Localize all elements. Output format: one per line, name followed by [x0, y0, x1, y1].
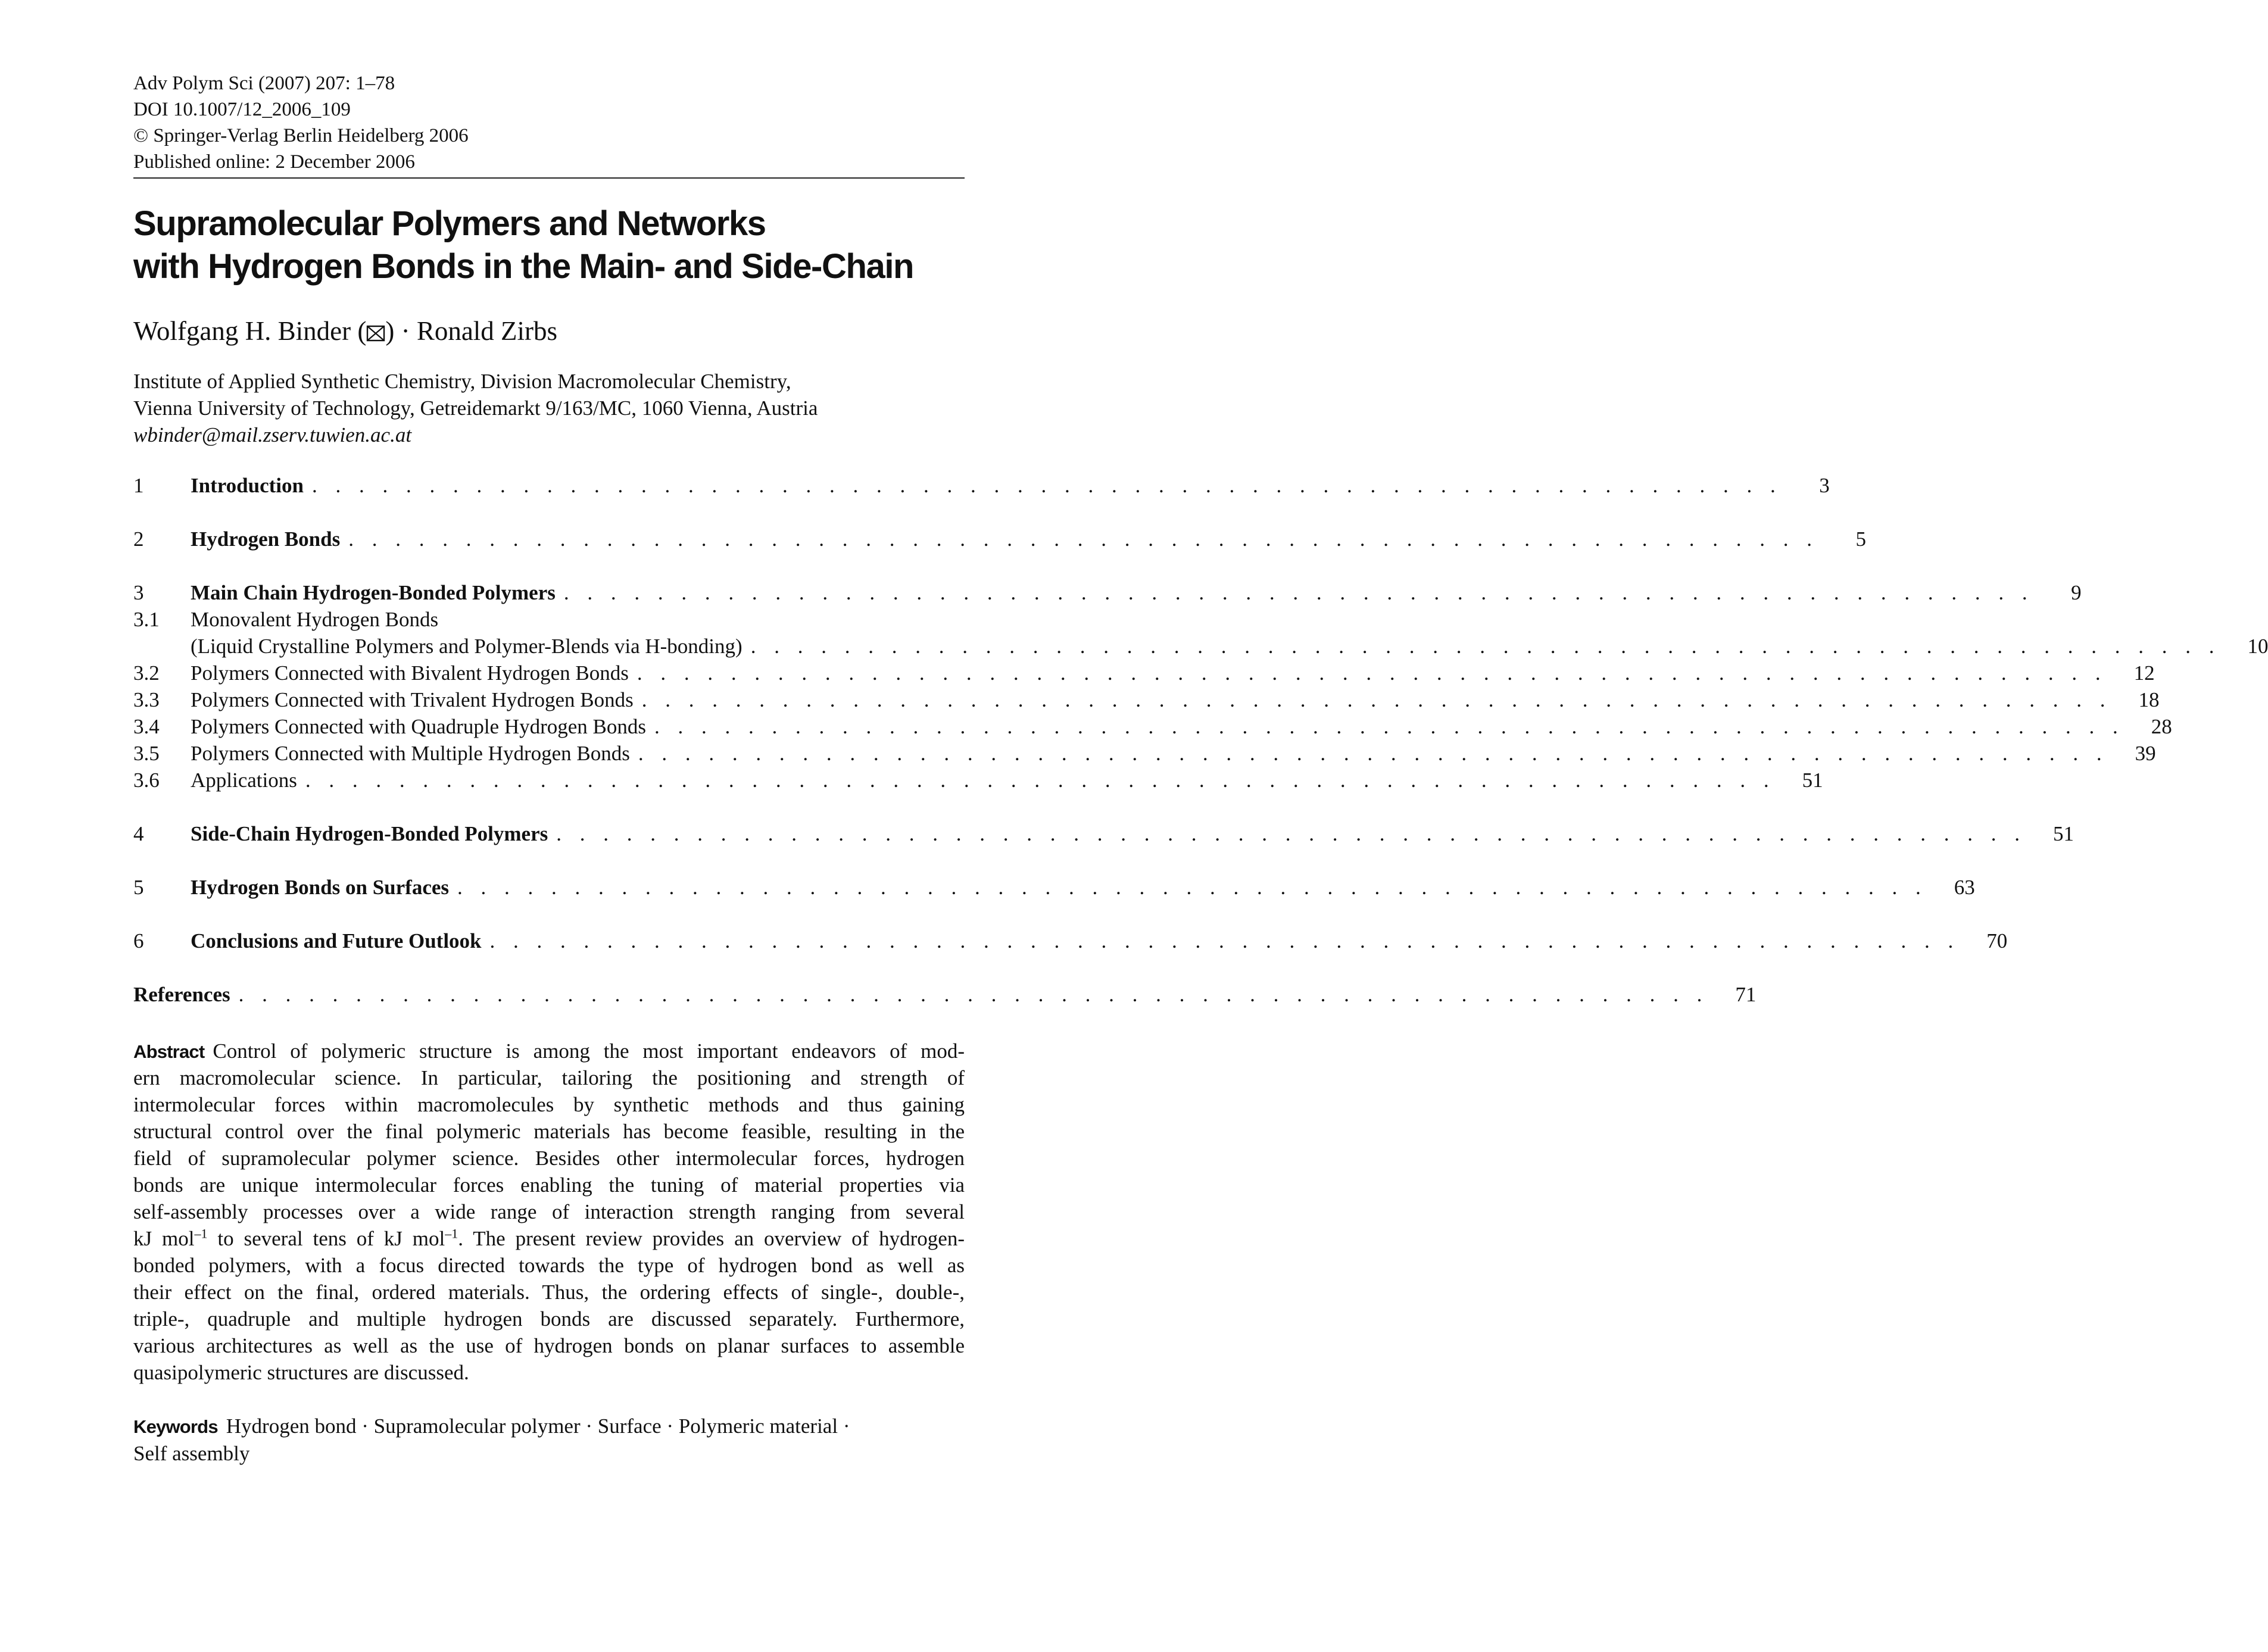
toc-title: Introduction — [191, 474, 304, 497]
toc-title: Hydrogen Bonds — [191, 527, 341, 551]
abstract-label: Abstract — [133, 1041, 205, 1062]
header-rule — [133, 177, 965, 179]
toc-entry-introduction[interactable] — [133, 472, 1830, 499]
toc-title: Conclusions and Future Outlook — [191, 929, 482, 953]
copyright: © Springer-Verlag Berlin Heidelberg 2006 — [133, 125, 469, 146]
toc-title: Hydrogen Bonds on Surfaces — [191, 876, 450, 899]
toc-number: 3 — [133, 581, 144, 604]
abstract-line: bonded polymers, with a focus directed towards the type of hydrogen bond as well as — [133, 1254, 965, 1277]
toc-title: Monovalent Hydrogen Bonds — [191, 608, 439, 631]
abstract-text: kJ mol — [133, 1227, 195, 1250]
abstract-line — [133, 1038, 965, 1064]
abstract-line: ern macromolecular science. In particular, tailoring the positioning and strength of — [133, 1066, 965, 1089]
author-binder: Wolfgang H. Binder — [133, 316, 351, 346]
toc-page: 51 — [2053, 822, 2074, 845]
superscript: –1 — [194, 1226, 208, 1241]
doi[interactable]: DOI 10.1007/12_2006_109 — [133, 99, 351, 120]
envelope-icon[interactable] — [366, 317, 385, 335]
published-date: Published online: 2 December 2006 — [133, 151, 415, 173]
affiliation-line-2: Vienna University of Technology, Getreidemarkt 9/163/MC, 1060 Vienna, Austria — [133, 396, 818, 420]
table-of-contents — [133, 472, 2268, 1008]
keywords — [133, 1413, 965, 1467]
toc-entry-bivalent[interactable] — [133, 660, 2155, 686]
toc-leader-dots: . . . . . . . . . . . . . . . . . . . . . . . . . . . . . . . . . . . . . . . . . . . . . . . . . . . . . . . . . . . . . . . — [489, 929, 1960, 953]
article-title — [133, 202, 965, 288]
toc-page: 71 — [1735, 983, 1757, 1006]
toc-leader-dots: . . . . . . . . . . . . . . . . . . . . . . . . . . . . . . . . . . . . . . . . . . . . . . . . . . . . . . . . . . . . . . . — [556, 822, 2026, 845]
toc-page: 3 — [1819, 474, 1830, 497]
toc-page: 39 — [2135, 742, 2156, 765]
toc-leader-dots: . . . . . . . . . . . . . . . . . . . . . . . . . . . . . . . . . . . . . . . . . . . . . . . . . . . . . . . . . . . . . . . — [457, 876, 1927, 899]
toc-entry-main-chain[interactable] — [133, 579, 2082, 606]
toc-page: 18 — [2138, 688, 2160, 711]
toc-leader-dots: . . . . . . . . . . . . . . . . . . . . . . . . . . . . . . . . . . . . . . . . . . . . . . . . . . . . . . . . . . . . . . . — [305, 769, 1776, 792]
keywords-label: Keywords — [133, 1416, 218, 1437]
toc-leader-dots: . . . . . . . . . . . . . . . . . . . . . . . . . . . . . . . . . . . . . . . . . . . . . . . . . . . . . . . . . . . . . . . — [638, 742, 2108, 765]
toc-page: 28 — [2151, 715, 2172, 738]
abstract-line: various architectures as well as the use of hydrogen bonds on planar surfaces to assemble — [133, 1334, 965, 1357]
abstract-line: field of supramolecular polymer science. Besides other intermolecular forces, hydrogen — [133, 1147, 965, 1170]
affiliation-line-1: Institute of Applied Synthetic Chemistry, Division Macromolecular Chemistry, — [133, 370, 791, 393]
abstract-line: self-assembly processes over a wide range of interaction strength ranging from several — [133, 1200, 965, 1223]
toc-leader-dots: . . . . . . . . . . . . . . . . . . . . . . . . . . . . . . . . . . . . . . . . . . . . . . . . . . . . . . . . . . . . . . . — [654, 715, 2125, 738]
keywords-text: Hydrogen bond · Supramolecular polymer · Surface · Polymeric material · — [226, 1414, 850, 1438]
toc-number: 4 — [133, 822, 144, 845]
toc-page: 70 — [1986, 929, 2008, 953]
close-paren: ) — [385, 316, 395, 346]
toc-entry-conclusions[interactable] — [133, 928, 2008, 954]
toc-number: 3.4 — [133, 715, 160, 738]
toc-number: 3.6 — [133, 769, 160, 792]
abstract-text: to several tens of kJ mol — [217, 1227, 445, 1250]
toc-leader-dots: . . . . . . . . . . . . . . . . . . . . . . . . . . . . . . . . . . . . . . . . . . . . . . . . . . . . . . . . . . . . . . . — [238, 983, 1709, 1006]
toc-number: 6 — [133, 929, 144, 953]
toc-leader-dots: . . . . . . . . . . . . . . . . . . . . . . . . . . . . . . . . . . . . . . . . . . . . . . . . . . . . . . . . . . . . . . . — [348, 527, 1818, 551]
title-line-2: with Hydrogen Bonds in the Main- and Side-Chain — [133, 247, 914, 286]
toc-entry-monovalent[interactable] — [133, 606, 965, 633]
abstract-line — [133, 1225, 965, 1252]
toc-number: 3.5 — [133, 742, 160, 765]
author-zirbs: Ronald Zirbs — [416, 316, 558, 346]
abstract-text: . The present review provides an overview of hydrogen- — [458, 1227, 965, 1250]
toc-entry-references[interactable] — [133, 981, 1757, 1008]
title-line-1: Supramolecular Polymers and Networks — [133, 204, 766, 243]
toc-page: 63 — [1954, 876, 1975, 899]
abstract-line: intermolecular forces within macromolecules by synthetic methods and thus gaining — [133, 1093, 965, 1116]
abstract-text: Control of polymeric structure is among the most important endeavors of mod- — [213, 1039, 965, 1063]
toc-entry-side-chain[interactable] — [133, 820, 2074, 847]
abstract-line: bonds are unique intermolecular forces enabling the tuning of material properties via — [133, 1173, 965, 1197]
toc-title: Applications — [191, 769, 297, 792]
keywords-line: Self assembly — [133, 1442, 250, 1465]
toc-page: 12 — [2133, 661, 2155, 685]
toc-entry-multiple[interactable] — [133, 740, 2156, 767]
toc-page: 9 — [2071, 581, 2082, 604]
toc-title: (Liquid Crystalline Polymers and Polymer-Blends via H-bonding) — [191, 635, 743, 658]
toc-title: Side-Chain Hydrogen-Bonded Polymers — [191, 822, 548, 845]
abstract-line: structural control over the final polymeric materials has become feasible, resulting in the — [133, 1120, 965, 1143]
email-link[interactable]: wbinder@mail.zserv.tuwien.ac.at — [133, 423, 412, 446]
abstract-line: quasipolymeric structures are discussed. — [133, 1361, 469, 1384]
toc-title: Polymers Connected with Multiple Hydrogen Bonds — [191, 742, 630, 765]
open-paren: ( — [357, 316, 367, 346]
toc-title: References — [133, 983, 230, 1006]
toc-page: 51 — [1802, 769, 1823, 792]
toc-page: 5 — [1855, 527, 1866, 551]
toc-entry-monovalent-continued[interactable] — [133, 633, 2268, 660]
toc-leader-dots: . . . . . . . . . . . . . . . . . . . . . . . . . . . . . . . . . . . . . . . . . . . . . . . . . . . . . . . . . . . . . . . — [311, 474, 1782, 497]
affiliation — [133, 368, 965, 448]
superscript: –1 — [445, 1226, 458, 1241]
toc-entry-hydrogen-bonds[interactable] — [133, 526, 1866, 552]
toc-title: Main Chain Hydrogen-Bonded Polymers — [191, 581, 556, 604]
abstract-line: their effect on the final, ordered materials. Thus, the ordering effects of single-, double-, — [133, 1281, 965, 1304]
journal-info — [133, 70, 965, 175]
toc-title: Polymers Connected with Quadruple Hydrogen Bonds — [191, 715, 647, 738]
toc-leader-dots: . . . . . . . . . . . . . . . . . . . . . . . . . . . . . . . . . . . . . . . . . . . . . . . . . . . . . . . . . . . . . . . — [641, 688, 2112, 711]
toc-title: Polymers Connected with Bivalent Hydrogen Bonds — [191, 661, 629, 685]
toc-leader-dots: . . . . . . . . . . . . . . . . . . . . . . . . . . . . . . . . . . . . . . . . . . . . . . . . . . . . . . . . . . . . . . . — [750, 635, 2221, 658]
article-first-page — [133, 70, 2268, 1467]
author-separator: · — [401, 316, 410, 346]
toc-entry-applications[interactable] — [133, 767, 1823, 794]
toc-page: 10 — [2247, 635, 2268, 658]
abstract — [133, 1038, 965, 1386]
keywords-line — [133, 1413, 965, 1440]
toc-leader-dots: . . . . . . . . . . . . . . . . . . . . . . . . . . . . . . . . . . . . . . . . . . . . . . . . . . . . . . . . . . . . . . . — [637, 661, 2107, 685]
toc-number: 5 — [133, 876, 144, 899]
toc-number: 3.2 — [133, 661, 160, 685]
toc-entry-trivalent[interactable] — [133, 686, 2160, 713]
toc-number: 3.1 — [133, 608, 160, 631]
toc-number: 1 — [133, 474, 144, 497]
toc-title: Polymers Connected with Trivalent Hydrogen Bonds — [191, 688, 634, 711]
abstract-line: triple-, quadruple and multiple hydrogen bonds are discussed separately. Furthermore, — [133, 1307, 965, 1331]
toc-entry-surfaces[interactable] — [133, 874, 1975, 901]
author-line — [133, 314, 965, 348]
toc-entry-quadruple[interactable] — [133, 713, 2172, 740]
toc-number: 2 — [133, 527, 144, 551]
toc-number: 3.3 — [133, 688, 160, 711]
toc-leader-dots: . . . . . . . . . . . . . . . . . . . . . . . . . . . . . . . . . . . . . . . . . . . . . . . . . . . . . . . . . . . . . . . — [563, 581, 2034, 604]
journal-citation: Adv Polym Sci (2007) 207: 1–78 — [133, 73, 395, 94]
